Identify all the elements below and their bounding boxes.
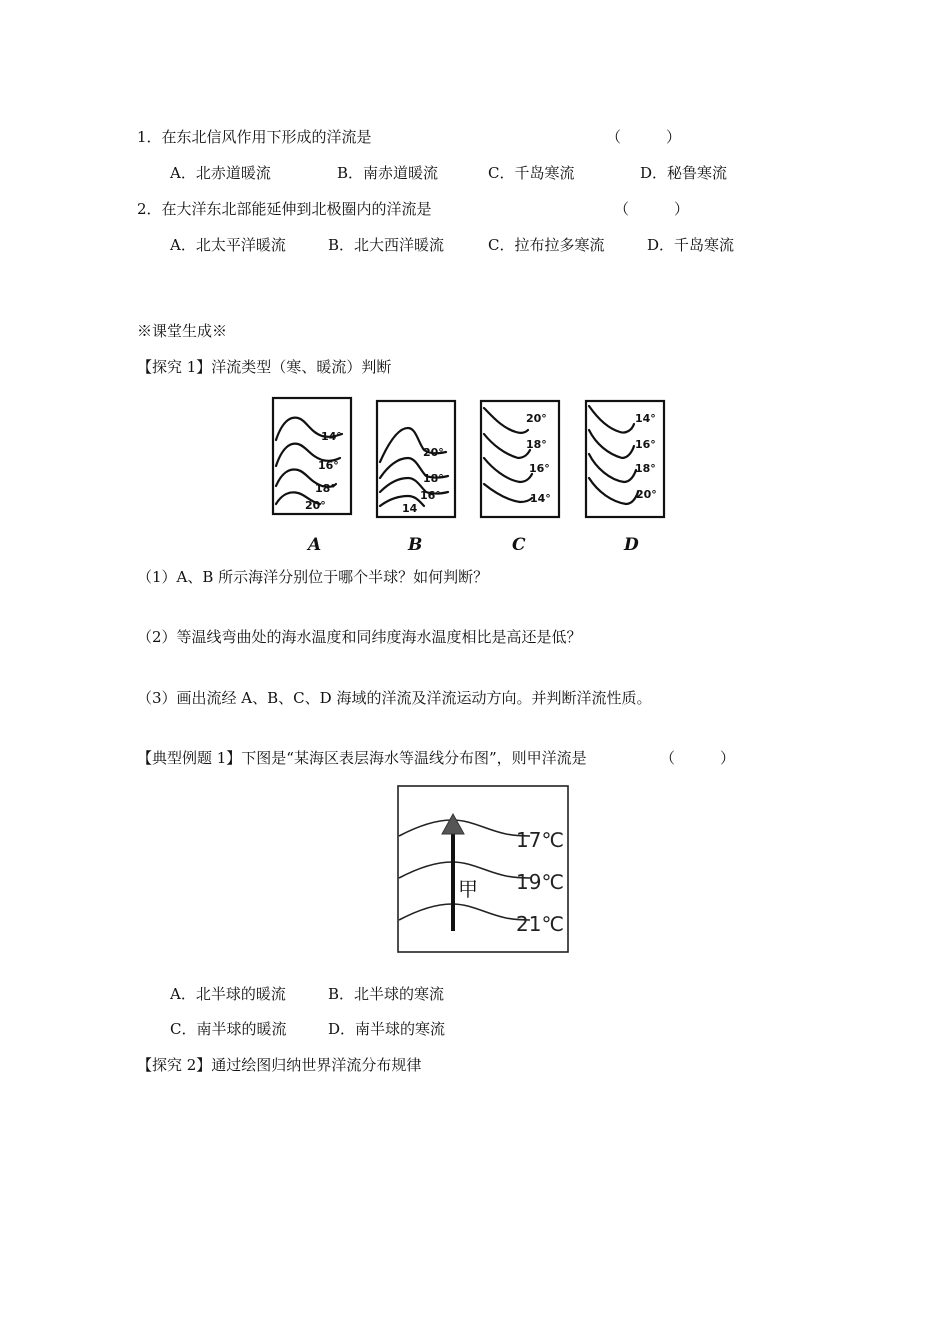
- panel-a-label-4: 20°: [305, 499, 326, 512]
- example-isotherm-figure: [396, 784, 572, 956]
- isotherm-panels-figure: [264, 392, 674, 560]
- example-1-stem: 【典型例题 1】下图是“某海区表层海水等温线分布图”，则甲洋流是: [137, 749, 587, 767]
- question-2-option-a: A．北太平洋暖流: [170, 236, 286, 254]
- question-1-stem: 1．在东北信风作用下形成的洋流是: [137, 128, 372, 146]
- isotherm-label-1: 17℃: [516, 828, 564, 852]
- question-2-option-c: C．拉布拉多寒流: [488, 236, 605, 254]
- panel-d-label-1: 14°: [635, 412, 656, 425]
- question-2-answer-paren: （ ）: [614, 200, 690, 218]
- panel-a-caption: A: [308, 535, 322, 555]
- panel-d: [586, 401, 664, 555]
- panel-a-label-2: 16°: [318, 459, 339, 472]
- panel-c-label-4: 14°: [530, 492, 551, 505]
- explore-1-question-1: （1）A、B 所示海洋分别位于哪个半球？如何判断？: [137, 568, 489, 586]
- panel-c-label-2: 18°: [526, 438, 547, 451]
- isotherm-label-2: 19℃: [516, 870, 564, 894]
- panel-d-label-4: 20°: [636, 488, 657, 501]
- panel-b-label-3: 16°: [420, 489, 441, 502]
- question-1-option-a: A．北赤道暖流: [170, 164, 271, 182]
- example-1-option-d: D．南半球的寒流: [328, 1020, 446, 1038]
- example-1-answer-paren: （ ）: [660, 749, 736, 767]
- question-2-option-d: D．千岛寒流: [647, 236, 735, 254]
- question-1-option-c: C．千岛寒流: [488, 164, 575, 182]
- current-arrow-head-icon: [442, 814, 464, 834]
- section-heading: ※课堂生成※: [137, 322, 228, 340]
- panel-a: [273, 398, 351, 555]
- question-1-answer-paren: （ ）: [606, 128, 682, 146]
- panel-d-label-2: 16°: [635, 438, 656, 451]
- panel-b-label-1: 20°: [423, 446, 444, 459]
- explore-1-question-3: （3）画出流经 A、B、C、D 海域的洋流及洋流运动方向。并判断洋流性质。: [137, 689, 652, 707]
- question-2-stem: 2．在大洋东北部能延伸到北极圈内的洋流是: [137, 200, 432, 218]
- panel-c-label-1: 20°: [526, 412, 547, 425]
- panel-a-frame: [273, 398, 351, 514]
- explore-2-title: 【探究 2】通过绘图归纳世界洋流分布规律: [137, 1056, 422, 1074]
- example-1-option-b: B．北半球的寒流: [328, 985, 445, 1003]
- panel-a-label-1: 14°: [321, 430, 342, 443]
- panel-b-label-4: 14: [402, 502, 418, 515]
- panel-b: [377, 401, 455, 555]
- example-1-option-a: A．北半球的暖流: [170, 985, 286, 1003]
- panel-c: [481, 401, 559, 555]
- question-1-option-d: D．秘鲁寒流: [640, 164, 728, 182]
- panel-b-label-2: 18°: [423, 472, 444, 485]
- panel-a-label-3: 18°: [315, 482, 336, 495]
- panel-c-caption: C: [512, 535, 526, 555]
- explore-1-question-2: （2）等温线弯曲处的海水温度和同纬度海水温度相比是高还是低？: [137, 628, 582, 646]
- example-1-option-c: C．南半球的暖流: [170, 1020, 287, 1038]
- question-1-option-b: B．南赤道暖流: [337, 164, 439, 182]
- current-label: 甲: [458, 877, 478, 901]
- panel-d-caption: D: [624, 535, 639, 555]
- isotherm-label-3: 21℃: [516, 912, 564, 936]
- panel-b-caption: B: [408, 535, 423, 555]
- panel-d-label-3: 18°: [635, 462, 656, 475]
- question-2-option-b: B．北大西洋暖流: [328, 236, 445, 254]
- explore-1-title: 【探究 1】洋流类型（寒、暖流）判断: [137, 358, 392, 376]
- panel-c-label-3: 16°: [529, 462, 550, 475]
